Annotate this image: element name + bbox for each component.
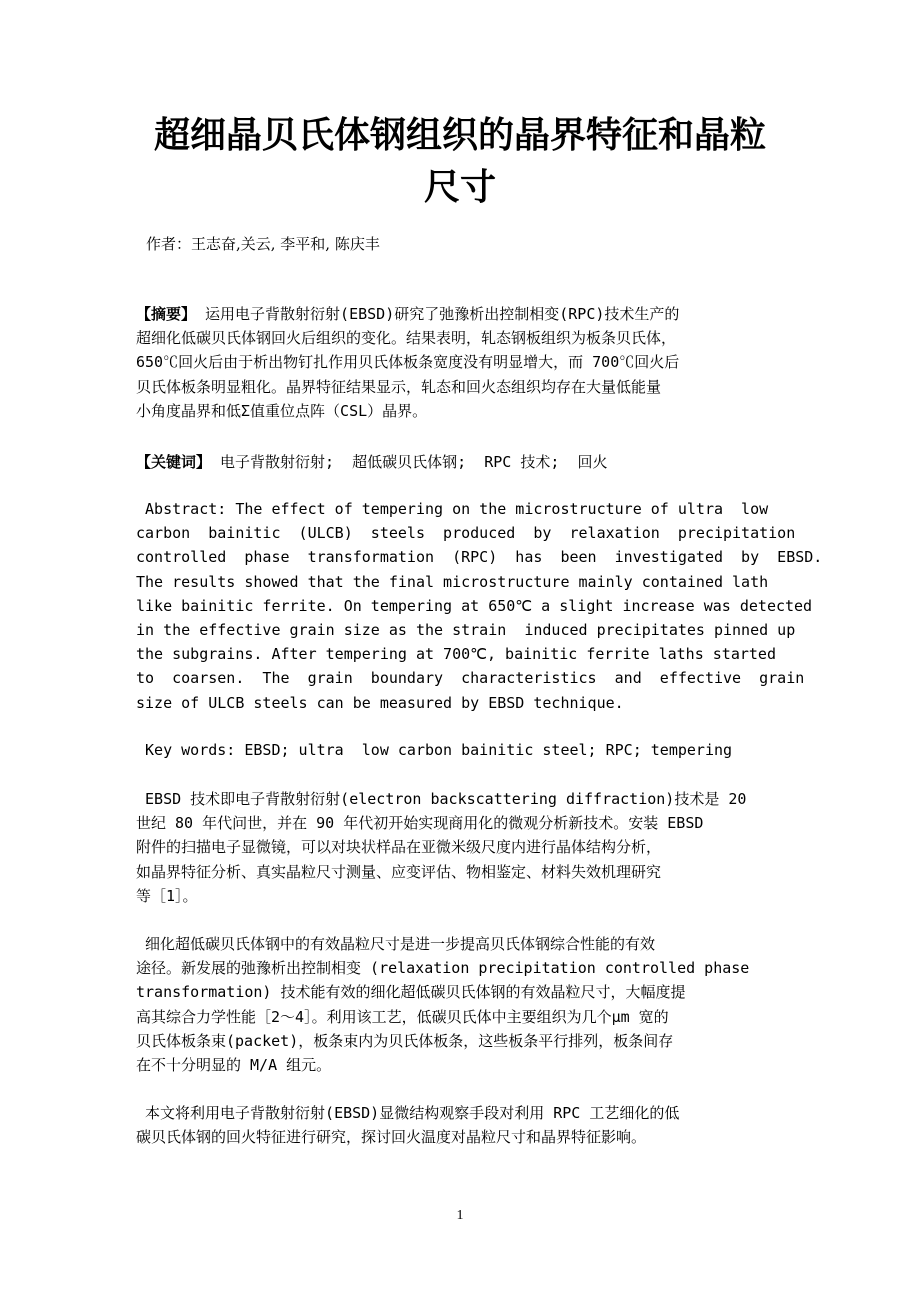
title-line-2: 尺寸 [423,167,496,208]
paragraph-1-line-2: 世纪 80 年代问世，并在 90 年代初开始实现商用化的微观分析新技术。安装 EBSD [136,814,704,833]
keywords-cn-line [136,450,836,474]
paragraph-2-line-5: 贝氏体板条束(packet)，板条束内为贝氏体板条，这些板条平行排列，板条间存 [136,1031,674,1050]
abstract-cn-line-3: 650℃回火后由于析出物钉扎作用贝氏体板条宽度没有明显增大，而 700℃回火后 [136,353,680,372]
paragraph-3-line-2: 碳贝氏体钢的回火特征进行研究，探讨回火温度对晶粒尺寸和晶界特征影响。 [136,1128,647,1147]
keywords-en-line: Key words: EBSD; ultra low carbon bainitic steel; RPC; tempering [136,741,733,759]
title-line-1: 超细晶贝氏体钢组织的晶界特征和晶粒 [153,115,766,156]
paragraph-3 [136,1101,836,1149]
paragraph-3-line-1: 本文将利用电子背散射衍射(EBSD)显微结构观察手段对利用 RPC 工艺细化的低 [136,1104,680,1122]
abstract-cn [136,302,836,423]
paragraph-1 [136,787,836,908]
abstract-en-line-8: to coarsen. The grain boundary characteristics and effective grain [136,669,805,688]
authors-line: 作者：王志奋,关云, 李平和, 陈庆丰 [146,235,380,253]
page-number: 1 [456,1208,464,1223]
keywords-cn-label: 【关键词】 [136,453,212,471]
abstract-en-line-3: controlled phase transformation (RPC) has been investigated by EBSD. [136,548,823,567]
paragraph-2-line-1: 细化超低碳贝氏体钢中的有效晶粒尺寸是进一步提高贝氏体钢综合性能的有效 [136,935,656,953]
paragraph-2-line-3: transformation) 技术能有效的细化超低碳贝氏体钢的有效晶粒尺寸，大幅度提 [136,983,686,1002]
abstract-cn-line-5: 小角度晶界和低Σ值重位点阵（CSL）晶界。 [136,401,428,420]
abstract-cn-line-4: 贝氏体板条明显粗化。晶界特征结果显示，轧态和回火态组织均存在大量低能量 [136,377,662,396]
paragraph-2-line-4: 高其综合力学性能［2～4］。利用该工艺，低碳贝氏体中主要组织为几个μm 宽的 [136,1007,669,1026]
abstract-cn-line-1 [136,302,836,326]
abstract-cn-line-2: 超细化低碳贝氏体钢回火后组织的变化。结果表明，轧态钢板组织为板条贝氏体， [136,329,677,348]
paragraph-2-line-6: 在不十分明显的 M/A 组元。 [136,1055,332,1074]
abstract-en-line-9: size of ULCB steels can be measured by EBSD technique. [136,693,624,712]
abstract-cn-label: 【摘要】 [136,305,197,323]
paragraph-1-line-5: 等［1］。 [136,886,198,905]
abstract-en-line-6: in the effective grain size as the strain induced precipitates pinned up [136,620,796,639]
abstract-en-line-1: Abstract: The effect of tempering on the microstructure of ultra low [136,500,769,518]
abstract-en-line-4: The results showed that the final microstructure mainly contained lath [136,572,769,591]
abstract-en-line-2: carbon bainitic (ULCB) steels produced by relaxation precipitation [136,524,796,543]
abstract-en-line-5: like bainitic ferrite. On tempering at 650℃ a slight increase was detected [136,596,813,615]
paragraph-1-line-4: 如晶界特征分析、真实晶粒尺寸测量、应变评估、物相鉴定、材料失效机理研究 [136,862,662,881]
abstract-en [136,497,836,715]
paragraph-1-line-3: 附件的扫描电子显微镜，可以对块状样品在亚微米级尺度内进行晶体结构分析， [136,838,662,857]
paragraph-1-line-1: EBSD 技术即电子背散射衍射(electron backscattering diffraction)技术是 20 [136,790,747,808]
keywords-cn [136,450,836,474]
keywords-cn-text: 电子背散射衍射; 超低碳贝氏体钢; RPC 技术; 回火 [211,453,608,471]
paragraph-2 [136,932,836,1077]
paragraph-2-line-2: 途径。新发展的弛豫析出控制相变 (relaxation precipitation controlled phase [136,959,750,978]
document-title [110,110,810,214]
abstract-en-line-7: the subgrains. After tempering at 700℃, bainitic ferrite laths started [136,645,776,664]
keywords-en [136,738,836,762]
abstract-cn-text-1: 运用电子背散射衍射(EBSD)研究了弛豫析出控制相变(RPC)技术生产的 [196,305,680,323]
